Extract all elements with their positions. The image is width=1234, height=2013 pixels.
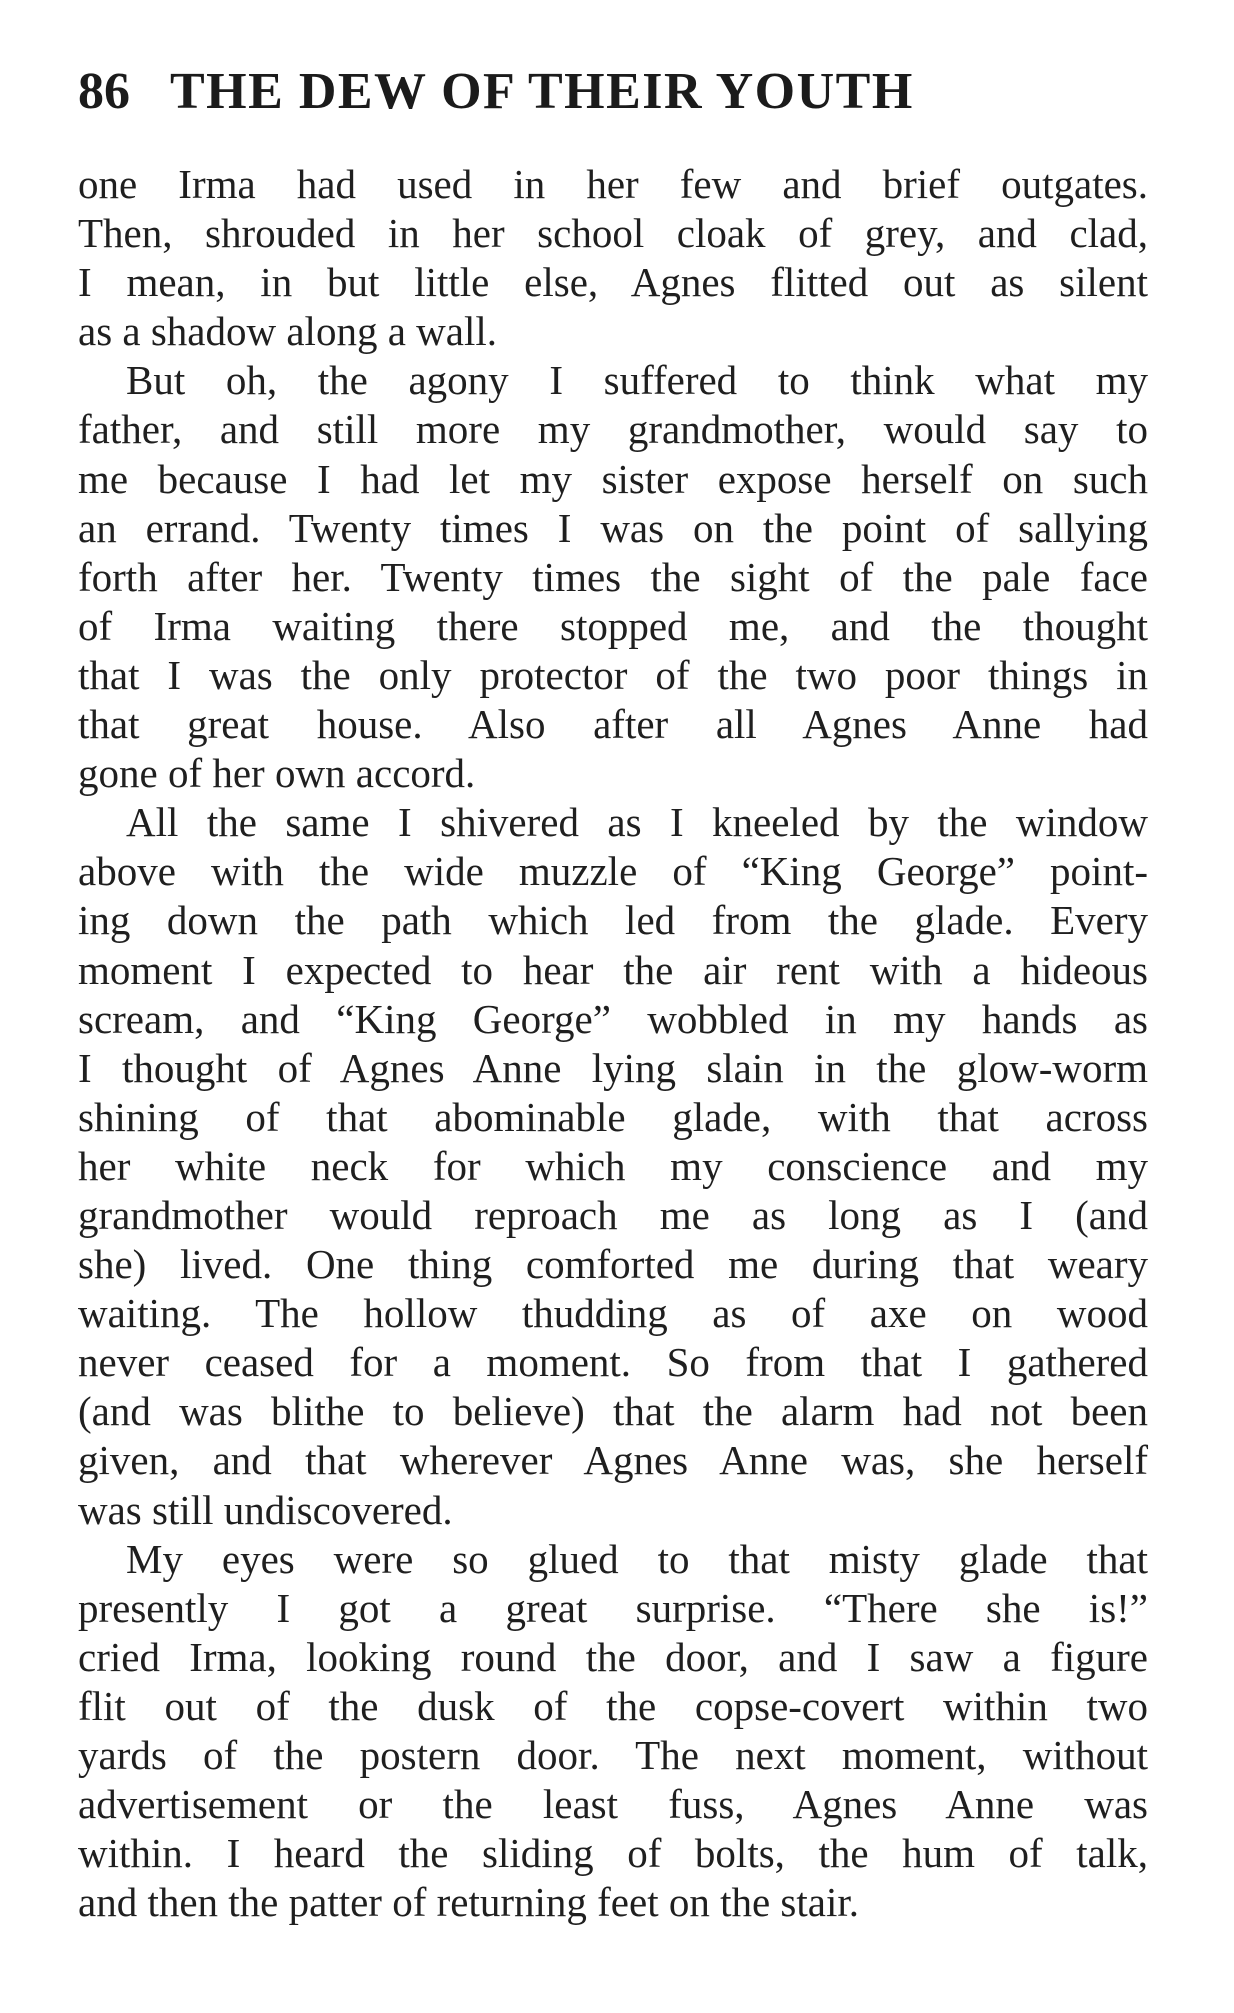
text-line: was still undiscovered. [78,1486,453,1533]
text-line: an errand. Twenty times I was on the point of sallying [78,504,1148,551]
text-line: within. I heard the sliding of bolts, the hum of talk, [78,1830,1148,1877]
text-line: me because I had let my sister expose herself on such [78,455,1148,502]
text-line: flit out of the dusk of the copse-covert within two [78,1682,1148,1729]
text-line: All the same I shivered as I kneeled by the window [126,799,1148,846]
text-line: cried Irma, looking round the door, and I saw a figure [78,1633,1148,1680]
text-line: shining of that abominable glade, with that across [78,1093,1148,1140]
text-line: I mean, in but little else, Agnes flitted out as silent [78,259,1148,306]
text-line: presently I got a great surprise. “There she is!” [78,1584,1148,1631]
text-line: yards of the postern door. The next moment, without [78,1732,1148,1778]
text-line: one Irma had used in her few and brief outgates. [78,161,1148,207]
text-line: But oh, the agony I suffered to think what my [126,357,1148,404]
text-line: My eyes were so glued to that misty glade that [126,1535,1148,1582]
text-line: advertisement or the least fuss, Agnes Anne was [78,1781,1148,1828]
paragraph [78,356,1148,798]
text-line: given, and that wherever Agnes Anne was, she herself [78,1437,1148,1484]
text-line: her white neck for which my conscience and my [78,1142,1148,1189]
text-line: father, and still more my grandmother, would say to [78,406,1148,453]
text-line: moment I expected to hear the air rent with a hideous [78,946,1148,993]
text-line: forth after her. Twenty times the sight of the pale face [78,553,1148,600]
text-line: as a shadow along a wall. [78,308,497,355]
text-line: scream, and “King George” wobbled in my hands as [78,995,1148,1042]
text-line: that great house. Also after all Agnes Anne had [78,701,1148,748]
book-title: THE DEW OF THEIR YOUTH [170,63,914,120]
text-line: (and was blithe to believe) that the alarm had not been [78,1388,1148,1435]
text-line: grandmother would reproach me as long as I (and [78,1191,1148,1238]
running-head [78,62,1148,122]
text-line: that I was the only protector of the two poor things in [78,651,1148,698]
text-line: and then the patter of returning feet on the stair. [78,1879,860,1926]
text-line: waiting. The hollow thudding as of axe on wood [78,1290,1148,1337]
text-line: she) lived. One thing comforted me during that weary [78,1241,1148,1288]
text-line: never ceased for a moment. So from that I gathered [78,1339,1148,1386]
page-number: 86 [78,63,130,120]
text-line: Then, shrouded in her school cloak of grey, and clad, [78,210,1148,257]
text-line: above with the wide muzzle of “King George” point- [78,848,1148,895]
body-text [78,160,1148,1927]
text-line: I thought of Agnes Anne lying slain in the glow-worm [78,1044,1148,1091]
paragraph [78,160,1148,356]
paragraph [78,1535,1148,1928]
text-line: gone of her own accord. [78,750,476,797]
paragraph [78,798,1148,1534]
text-line: of Irma waiting there stopped me, and the thought [78,602,1148,649]
text-line: ing down the path which led from the glade. Every [78,897,1148,944]
